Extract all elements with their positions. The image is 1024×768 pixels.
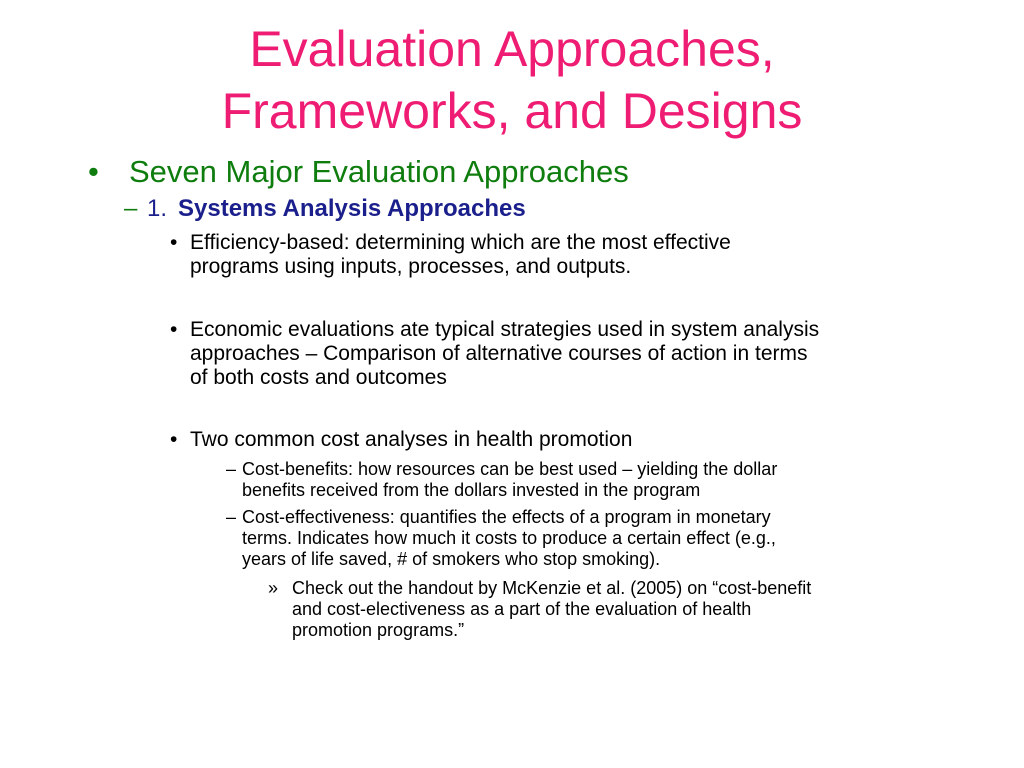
list-item-text: [190, 231, 970, 279]
bullet-marker: •: [170, 231, 178, 254]
bullet-marker: •: [170, 428, 178, 451]
guillemet-marker: »: [268, 578, 279, 598]
text-line: years of life saved, # of smokers who stop smoking).: [242, 549, 661, 569]
level2-number: 1.: [147, 195, 168, 222]
text-line: Efficiency-based: determining which are the most effective: [190, 231, 731, 254]
level2-dash-marker: –: [124, 195, 138, 222]
sub-list-item-text: [242, 459, 962, 501]
level1-text: Seven Major Evaluation Approaches: [129, 154, 629, 189]
level2-heading: Systems Analysis Approaches: [178, 195, 526, 222]
text-line: of both costs and outcomes: [190, 366, 447, 389]
text-line: Cost-benefits: how resources can be best used – yielding the dollar: [242, 459, 778, 479]
title-line-2: Frameworks, and Designs: [221, 83, 803, 139]
text-line: terms. Indicates how much it costs to produce a certain effect (e.g.,: [242, 528, 776, 548]
text-line: promotion programs.”: [292, 620, 465, 640]
text-line: benefits received from the dollars invested in the program: [242, 480, 701, 500]
text-line: Economic evaluations ate typical strategies used in system analysis: [190, 318, 820, 341]
level1-bullet-marker: •: [88, 154, 99, 189]
title-line-1: Evaluation Approaches,: [249, 21, 775, 77]
text-line: and cost-electiveness as a part of the evaluation of health: [292, 599, 752, 619]
list-item-text: [190, 318, 970, 390]
note-text: [292, 578, 972, 641]
text-line: Two common cost analyses in health promotion: [190, 428, 633, 451]
text-line: Check out the handout by McKenzie et al. (2005) on “cost-benefit: [292, 578, 812, 598]
list-item-text: [190, 428, 970, 452]
sub-list-item-text: [242, 507, 962, 570]
dash-marker: –: [226, 459, 237, 479]
dash-marker: –: [226, 507, 237, 527]
text-line: approaches – Comparison of alternative courses of action in terms: [190, 342, 808, 365]
slide-title: [0, 18, 1024, 142]
text-line: programs using inputs, processes, and outputs.: [190, 255, 632, 278]
bullet-marker: •: [170, 318, 178, 341]
text-line: Cost-effectiveness: quantifies the effects of a program in monetary: [242, 507, 771, 527]
